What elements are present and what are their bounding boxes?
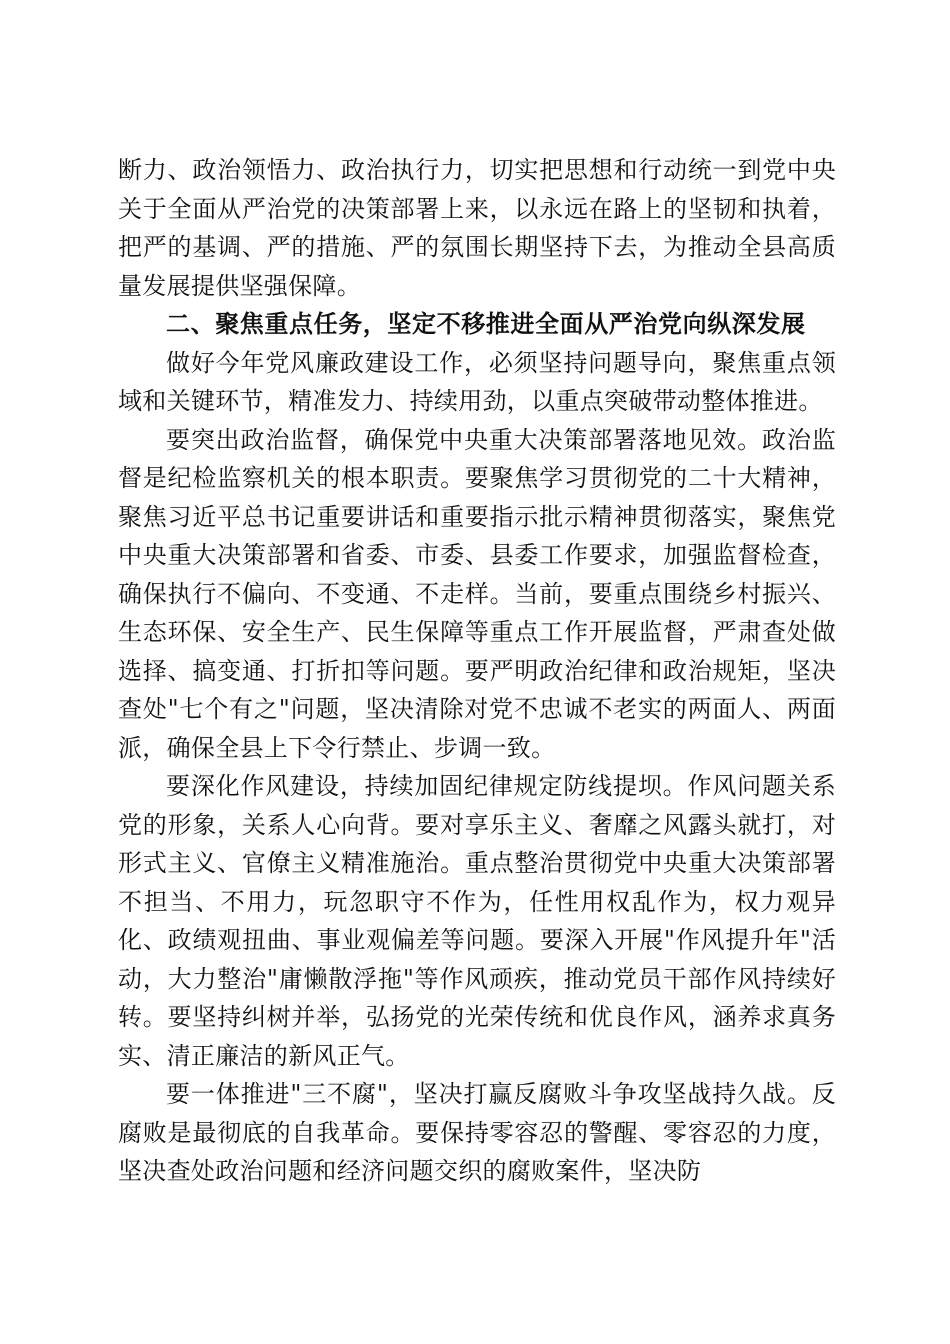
document-page	[118, 151, 836, 1191]
paragraph-anti-corruption: 要一体推进"三不腐"，坚决打赢反腐败斗争攻坚战持久战。反腐败是最彻底的自我革命。要保持零容忍的警醒、零容忍的力度，坚决查处政治问题和经济问题交织的腐败案件，坚决防	[118, 1080, 836, 1185]
paragraph-continuation: 断力、政治领悟力、政治执行力，切实把思想和行动统一到党中央关于全面从严治党的决策部署上来，以永远在路上的坚韧和执着，把严的基调、严的措施、严的氛围长期坚持下去，为推动全县高质量发展提供坚强保障。	[118, 156, 836, 300]
section-heading: 二、聚焦重点任务，坚定不移推进全面从严治党向纵深发展	[166, 310, 806, 338]
paragraph-work-style: 要深化作风建设，持续加固纪律规定防线提坝。作风问题关系党的形象，关系人心向背。要对享乐主义、奢靡之风露头就打，对形式主义、官僚主义精准施治。重点整治贯彻党中央重大决策部署不担当、不用力，玩忽职守不作为，任性用权乱作为，权力观异化、政绩观扭曲、事业观偏差等问题。要深入开展"作风提升年"活动，大力整治"庸懒散浮拖"等作风顽疾，推动党员干部作风持续好转。要坚持纠树并举，弘扬党的光荣传统和优良作风，涵养求真务实、清正廉洁的新风正气。	[118, 772, 836, 1070]
paragraph-political-supervision: 要突出政治监督，确保党中央重大决策部署落地见效。政治监督是纪检监察机关的根本职责。要聚焦学习贯彻党的二十大精神，聚焦习近平总书记重要讲话和重要指示批示精神贯彻落实，聚焦党中央重大决策部署和省委、市委、县委工作要求，加强监督检查，确保执行不偏向、不变通、不走样。当前，要重点围绕乡村振兴、生态环保、安全生产、民生保障等重点工作开展监督，严肃查处做选择、搞变通、打折扣等问题。要严明政治纪律和政治规矩，坚决查处"七个有之"问题，坚决清除对党不忠诚不老实的两面人、两面派，确保全县上下令行禁止、步调一致。	[118, 425, 836, 762]
paragraph-intro: 做好今年党风廉政建设工作，必须坚持问题导向，聚焦重点领域和关键环节，精准发力、持续用劲，以重点突破带动整体推进。	[118, 348, 836, 415]
